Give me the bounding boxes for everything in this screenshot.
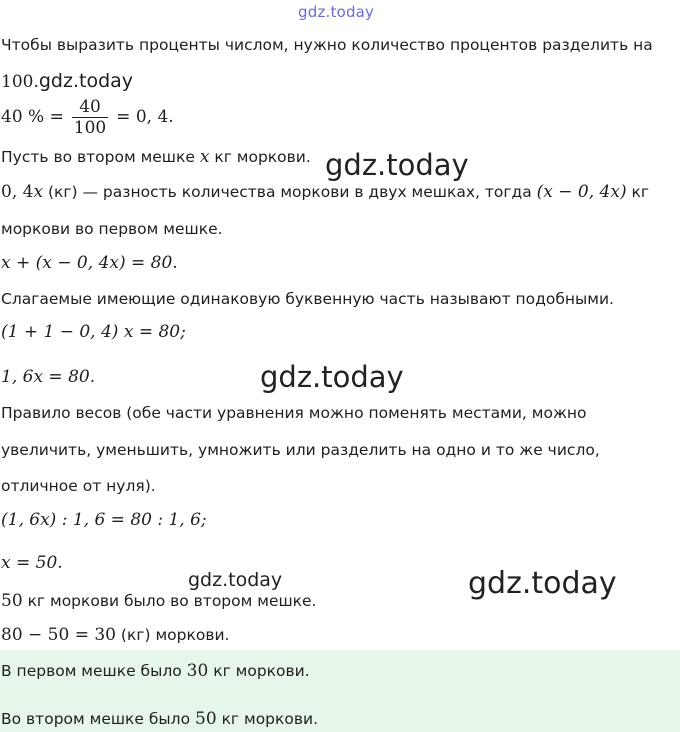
text: кг моркови. [216,710,318,728]
watermark: gdz.today [468,566,617,601]
watermark-top: gdz.today [298,3,375,21]
text-line: Чтобы выразить проценты числом, нужно количество процентов разделить на [1,36,653,54]
text-line: отличное от нуля). [1,477,156,495]
text-line [1,625,229,645]
fraction-line [1,96,174,138]
text: кг моркови. [209,148,311,166]
math: 40 % = [1,107,64,127]
math: 0, 4 [1,182,34,202]
equation: (1, 6x) : 1, 6 = 80 : 1, 6; [1,510,207,530]
text-line [1,182,649,202]
text: Пусть во втором мешке [1,148,200,166]
answer-line [1,709,318,729]
text-line [1,591,316,611]
math: 30 [186,661,209,681]
math: = 0, 4. [116,107,174,127]
math: 80 − 50 = 30 [1,625,116,645]
text-line: Слагаемые имеющие одинаковую буквенную часть называют подобными. [1,290,614,308]
text-line: моркови во первом мешке. [1,220,223,238]
math: 50 [195,709,217,729]
fraction-denominator: 100 [73,118,107,138]
watermark: gdz.today [260,360,404,394]
text: gdz.today [38,70,134,92]
math-var: x [33,182,44,202]
text-line: увеличить, уменьшить, умножить или разделить на одно и то же число, [1,441,600,459]
text: кг моркови было во втором мешке. [22,592,317,610]
equation: x + (x − 0, 4x) = 80. [1,253,178,273]
text: кг [626,183,650,201]
text-line [1,71,133,92]
text: (кг) — разность количества моркови в двух мешках, тогда [43,183,537,201]
watermark: gdz.today [188,569,283,591]
math: 50 [1,591,23,611]
math: 100. [1,72,39,92]
text-line [1,147,311,167]
fraction [72,97,108,138]
fraction-numerator: 40 [72,97,108,118]
text-line: Правило весов (обе части уравнения можно поменять местами, можно [1,404,587,422]
math-var: x [199,147,210,167]
text: (кг) моркови. [116,626,230,644]
equation: 1, 6x = 80. [1,367,96,387]
text: кг моркови. [208,662,310,680]
watermark: gdz.today [325,148,469,182]
answer-line [1,661,310,681]
math: (x − 0, 4x) [536,182,627,202]
text: Во втором мешке было [1,710,195,728]
text: В первом мешке было [1,662,187,680]
equation: x = 50. [1,553,63,573]
equation: (1 + 1 − 0, 4) x = 80; [1,322,186,342]
